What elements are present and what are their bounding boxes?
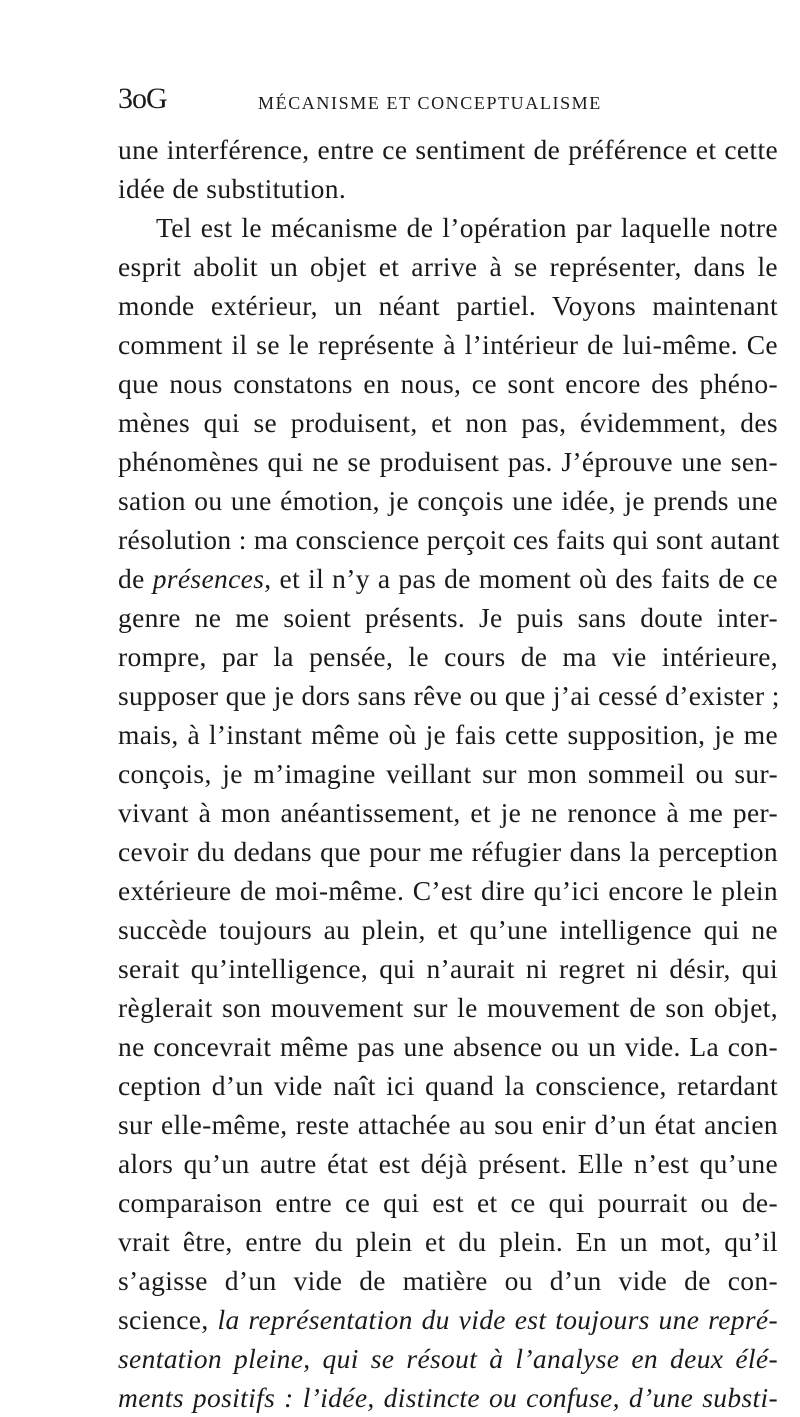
body-text <box>118 130 778 1417</box>
text-line: vrait être, entre du plein et du plein. En un mot, qu’il <box>118 1226 778 1257</box>
text-segment: de <box>118 563 153 594</box>
text-line: supposer que je dors sans rêve ou que j’ai cessé d’exister ; <box>118 680 780 711</box>
text-line: règlerait son mouvement sur le mouvement de son objet, <box>118 992 778 1023</box>
text-segment: science, <box>118 1304 218 1335</box>
text-line: cevoir du dedans que pour me réfugier dans la perception <box>118 836 778 867</box>
text-line <box>118 1378 778 1417</box>
text-line <box>118 559 778 598</box>
text-line <box>118 1300 778 1339</box>
text-line: succède toujours au plein, et qu’une intelligence qui ne <box>118 914 778 945</box>
italic-text-segment: sentation pleine, qui se résout à l’analyse en deux élé- <box>118 1343 778 1374</box>
page-number: 3oG <box>118 82 167 115</box>
text-line: extérieure de moi-même. C’est dire qu’ici encore le plein <box>118 875 778 906</box>
text-line: comment il se le représente à l’intérieur de lui-même. Ce <box>118 329 778 360</box>
text-line: comparaison entre ce qui est et ce qui pourrait ou de- <box>118 1187 778 1218</box>
text-line: alors qu’un autre état est déjà présent. Elle n’est qu’une <box>118 1148 778 1179</box>
text-line: Tel est le mécanisme de l’opération par laquelle notre <box>156 212 778 243</box>
running-title: MÉCANISME ET CONCEPTUALISME <box>258 93 602 113</box>
text-line: phénomènes qui ne se produisent pas. J’éprouve une sen- <box>118 446 778 477</box>
text-line: ception d’un vide naît ici quand la conscience, retardant <box>118 1070 778 1101</box>
text-line: résolution : ma conscience perçoit ces faits qui sont autant <box>118 524 780 555</box>
text-line: monde extérieur, un néant partiel. Voyons maintenant <box>118 290 778 321</box>
text-line: ne concevrait même pas une absence ou un vide. La con- <box>118 1031 778 1062</box>
text-line <box>118 1339 778 1378</box>
text-line: mais, à l’instant même où je fais cette supposition, je me <box>118 719 778 750</box>
text-line: vivant à mon anéantissement, et je ne renonce à me per- <box>118 797 778 828</box>
text-line: mènes qui se produisent, et non pas, évidemment, des <box>118 407 778 438</box>
text-line: conçois, je m’imagine veillant sur mon sommeil ou sur- <box>118 758 778 789</box>
text-line: rompre, par la pensée, le cours de ma vie intérieure, <box>118 641 778 672</box>
text-line: sation ou une émotion, je conçois une idée, je prends une <box>118 485 778 516</box>
text-line: genre ne me soient présents. Je puis sans doute inter- <box>118 602 778 633</box>
italic-text-segment: présences <box>152 563 265 594</box>
italic-text-segment: ments positifs : l’idée, distincte ou confuse, d’une substi- <box>118 1382 778 1413</box>
page-header <box>118 82 778 122</box>
text-segment: , et il n’y a pas de moment où des faits de ce <box>264 563 778 594</box>
text-line: une interférence, entre ce sentiment de préférence et cette <box>118 134 778 165</box>
italic-text-segment: la représentation du vide est toujours une repré- <box>217 1304 778 1335</box>
text-line: idée de substitution. <box>118 173 347 204</box>
text-line: que nous constatons en nous, ce sont encore des phéno- <box>118 368 778 399</box>
text-line: serait qu’intelligence, qui n’aurait ni regret ni désir, qui <box>118 953 778 984</box>
text-line: s’agisse d’un vide de matière ou d’un vide de con- <box>118 1265 778 1296</box>
text-line: esprit abolit un objet et arrive à se représenter, dans le <box>118 251 778 282</box>
text-line: sur elle-même, reste attachée au sou enir d’un état ancien <box>118 1109 778 1140</box>
